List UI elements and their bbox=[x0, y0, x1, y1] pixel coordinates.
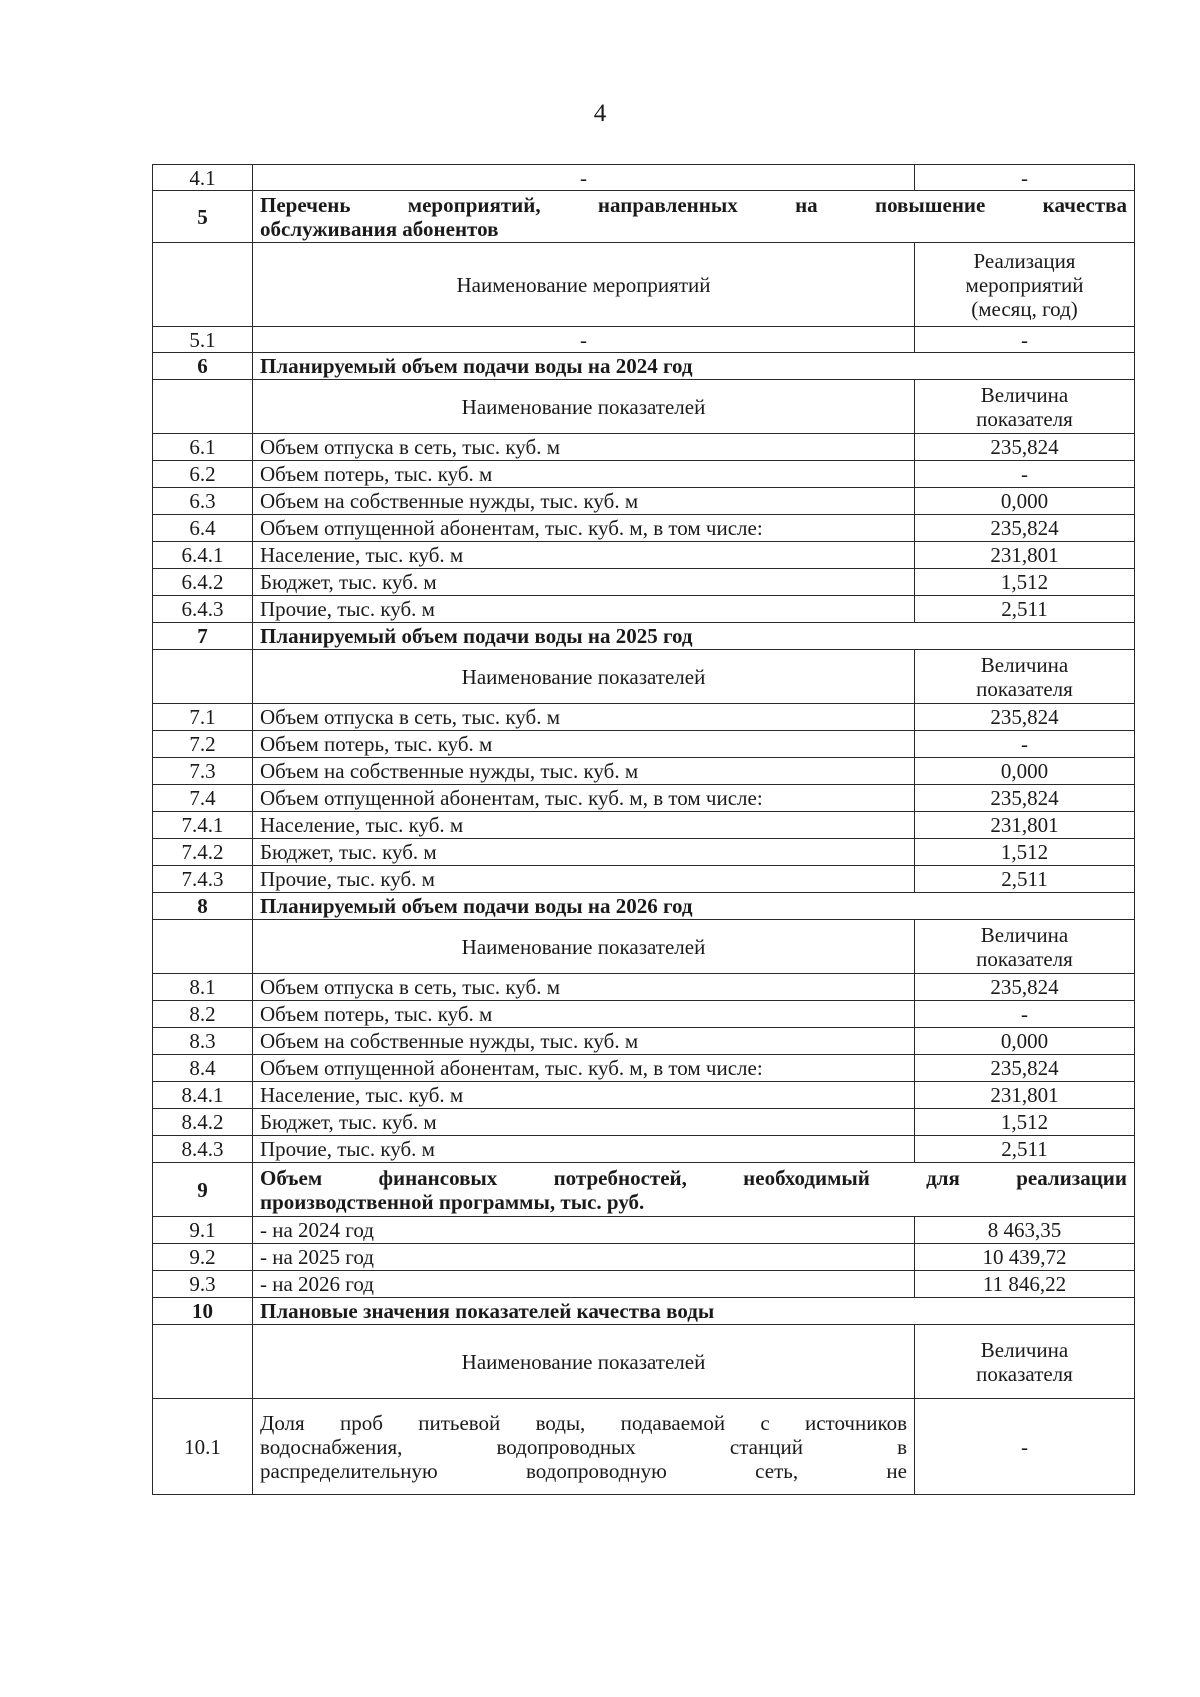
row-name bbox=[253, 1399, 915, 1495]
row-value: - bbox=[915, 1399, 1135, 1495]
section-row bbox=[153, 623, 1135, 650]
row-value: 235,824 bbox=[915, 434, 1135, 461]
header-value-line: Величина bbox=[980, 1337, 1069, 1362]
row-name: Население, тыс. куб. м bbox=[253, 542, 915, 569]
row-value: 2,511 bbox=[915, 1136, 1135, 1163]
section-title-line: производственной программы, тыс. руб. bbox=[260, 1189, 645, 1214]
table-row bbox=[153, 1399, 1135, 1495]
row-value: 0,000 bbox=[915, 1028, 1135, 1055]
row-number: 9.2 bbox=[153, 1244, 253, 1271]
table-row bbox=[153, 1217, 1135, 1244]
table-row bbox=[153, 327, 1135, 353]
table-row bbox=[153, 488, 1135, 515]
row-number: 7.4.3 bbox=[153, 866, 253, 893]
row-name: Население, тыс. куб. м bbox=[253, 812, 915, 839]
row-number: 8.2 bbox=[153, 1001, 253, 1028]
table-row bbox=[153, 839, 1135, 866]
header-value-line: показателя bbox=[976, 946, 1073, 971]
row-name: - на 2025 год bbox=[253, 1244, 915, 1271]
table-row bbox=[153, 704, 1135, 731]
row-number: 5.1 bbox=[153, 327, 253, 353]
section-title: Планируемый объем подачи воды на 2025 год bbox=[253, 623, 1135, 650]
row-name: Население, тыс. куб. м bbox=[253, 1082, 915, 1109]
row-number: 9.3 bbox=[153, 1271, 253, 1298]
section-title bbox=[253, 191, 1135, 243]
section-row bbox=[153, 353, 1135, 380]
header-value bbox=[915, 1325, 1135, 1399]
table-row bbox=[153, 569, 1135, 596]
row-value: 10 439,72 bbox=[915, 1244, 1135, 1271]
header-value bbox=[915, 243, 1135, 327]
row-name: Объем отпущенной абонентам, тыс. куб. м, в том числе: bbox=[253, 1055, 915, 1082]
section-title-line: Объем финансовых потребностей, необходимый для реализации bbox=[260, 1165, 1127, 1190]
program-table bbox=[152, 164, 1135, 1495]
row-value: - bbox=[915, 1001, 1135, 1028]
row-value: - bbox=[915, 327, 1135, 353]
row-name: Объем отпущенной абонентам, тыс. куб. м, в том числе: bbox=[253, 515, 915, 542]
header-blank-cell bbox=[153, 243, 253, 327]
table-row bbox=[153, 974, 1135, 1001]
row-number: 7.1 bbox=[153, 704, 253, 731]
header-value-line: показателя bbox=[976, 676, 1073, 701]
row-name: Объем потерь, тыс. куб. м bbox=[253, 731, 915, 758]
row-value: 0,000 bbox=[915, 488, 1135, 515]
row-name: Объем отпуска в сеть, тыс. куб. м bbox=[253, 704, 915, 731]
row-name: Объем на собственные нужды, тыс. куб. м bbox=[253, 758, 915, 785]
header-blank-cell bbox=[153, 1325, 253, 1399]
row-number: 6.4 bbox=[153, 515, 253, 542]
header-name: Наименование показателей bbox=[253, 920, 915, 974]
row-value: - bbox=[915, 461, 1135, 488]
table-row bbox=[153, 434, 1135, 461]
header-value-line: Величина bbox=[980, 922, 1069, 947]
header-row bbox=[153, 243, 1135, 327]
header-value-line: показателя bbox=[976, 406, 1073, 431]
row-name: Бюджет, тыс. куб. м bbox=[253, 839, 915, 866]
row-number: 6.4.2 bbox=[153, 569, 253, 596]
table-row bbox=[153, 1001, 1135, 1028]
row-name: Прочие, тыс. куб. м bbox=[253, 866, 915, 893]
table-row bbox=[153, 1055, 1135, 1082]
row-value: 2,511 bbox=[915, 866, 1135, 893]
table-row bbox=[153, 758, 1135, 785]
section-number: 7 bbox=[153, 623, 253, 650]
row-value: 1,512 bbox=[915, 569, 1135, 596]
header-value-line: (месяц, год) bbox=[971, 296, 1078, 321]
row-value: 235,824 bbox=[915, 704, 1135, 731]
row-value: 235,824 bbox=[915, 1055, 1135, 1082]
row-name: Объем на собственные нужды, тыс. куб. м bbox=[253, 488, 915, 515]
row-value: 231,801 bbox=[915, 1082, 1135, 1109]
section-number: 8 bbox=[153, 893, 253, 920]
row-number: 6.2 bbox=[153, 461, 253, 488]
row-number: 6.1 bbox=[153, 434, 253, 461]
row-value: 0,000 bbox=[915, 758, 1135, 785]
header-name: Наименование показателей bbox=[253, 650, 915, 704]
row-name-line: водоснабжения, водопроводных станций в bbox=[260, 1434, 907, 1459]
row-number: 8.4 bbox=[153, 1055, 253, 1082]
row-name-line: Доля проб питьевой воды, подаваемой с источников bbox=[260, 1410, 907, 1435]
header-row bbox=[153, 380, 1135, 434]
header-blank-cell bbox=[153, 650, 253, 704]
row-value: - bbox=[915, 731, 1135, 758]
table-row bbox=[153, 515, 1135, 542]
row-number: 6.4.3 bbox=[153, 596, 253, 623]
row-value: 235,824 bbox=[915, 785, 1135, 812]
row-number: 6.4.1 bbox=[153, 542, 253, 569]
section-title: Планируемый объем подачи воды на 2026 год bbox=[253, 893, 1135, 920]
section-row bbox=[153, 1163, 1135, 1217]
row-value: 2,511 bbox=[915, 596, 1135, 623]
row-name-line: распределительную водопроводную сеть, не bbox=[260, 1458, 907, 1483]
row-name: Объем потерь, тыс. куб. м bbox=[253, 461, 915, 488]
row-name: Объем потерь, тыс. куб. м bbox=[253, 1001, 915, 1028]
table-row bbox=[153, 1028, 1135, 1055]
row-value: 235,824 bbox=[915, 974, 1135, 1001]
row-name: Объем отпуска в сеть, тыс. куб. м bbox=[253, 434, 915, 461]
row-number: 8.3 bbox=[153, 1028, 253, 1055]
row-name: - на 2026 год bbox=[253, 1271, 915, 1298]
row-name: Бюджет, тыс. куб. м bbox=[253, 1109, 915, 1136]
header-row bbox=[153, 920, 1135, 974]
header-name: Наименование показателей bbox=[253, 1325, 915, 1399]
section-title: Плановые значения показателей качества воды bbox=[253, 1298, 1135, 1325]
row-number: 7.3 bbox=[153, 758, 253, 785]
table-row bbox=[153, 165, 1135, 191]
table-row bbox=[153, 812, 1135, 839]
row-name: Объем отпущенной абонентам, тыс. куб. м, в том числе: bbox=[253, 785, 915, 812]
table-row bbox=[153, 1136, 1135, 1163]
table-row bbox=[153, 1109, 1135, 1136]
header-value-line: мероприятий bbox=[965, 272, 1084, 297]
header-value bbox=[915, 920, 1135, 974]
header-value-line: Величина bbox=[980, 382, 1069, 407]
row-name: Прочие, тыс. куб. м bbox=[253, 1136, 915, 1163]
section-row bbox=[153, 191, 1135, 243]
row-name: - bbox=[253, 327, 915, 353]
row-name: Объем отпуска в сеть, тыс. куб. м bbox=[253, 974, 915, 1001]
row-number: 8.4.1 bbox=[153, 1082, 253, 1109]
header-name: Наименование мероприятий bbox=[253, 243, 915, 327]
table-row bbox=[153, 785, 1135, 812]
section-number: 6 bbox=[153, 353, 253, 380]
table-row bbox=[153, 1244, 1135, 1271]
row-number: 7.4.2 bbox=[153, 839, 253, 866]
section-row bbox=[153, 893, 1135, 920]
header-value-line: показателя bbox=[976, 1361, 1073, 1386]
row-number: 9.1 bbox=[153, 1217, 253, 1244]
row-value: - bbox=[915, 165, 1135, 191]
table-row bbox=[153, 1082, 1135, 1109]
row-number: 8.1 bbox=[153, 974, 253, 1001]
section-number: 9 bbox=[153, 1163, 253, 1217]
section-number: 5 bbox=[153, 191, 253, 243]
table-row bbox=[153, 866, 1135, 893]
page-number: 4 bbox=[593, 100, 607, 127]
row-value: 231,801 bbox=[915, 812, 1135, 839]
row-name: Бюджет, тыс. куб. м bbox=[253, 569, 915, 596]
header-row bbox=[153, 1325, 1135, 1399]
header-blank-cell bbox=[153, 380, 253, 434]
table-row bbox=[153, 461, 1135, 488]
row-number: 8.4.2 bbox=[153, 1109, 253, 1136]
table-row bbox=[153, 542, 1135, 569]
header-value-line: Величина bbox=[980, 652, 1069, 677]
header-value bbox=[915, 380, 1135, 434]
row-number: 6.3 bbox=[153, 488, 253, 515]
row-number: 4.1 bbox=[153, 165, 253, 191]
section-row bbox=[153, 1298, 1135, 1325]
row-value: 235,824 bbox=[915, 515, 1135, 542]
row-number: 7.2 bbox=[153, 731, 253, 758]
row-name: - bbox=[253, 165, 915, 191]
section-number: 10 bbox=[153, 1298, 253, 1325]
section-title-line: обслуживания абонентов bbox=[260, 216, 499, 241]
header-row bbox=[153, 650, 1135, 704]
row-name: Объем на собственные нужды, тыс. куб. м bbox=[253, 1028, 915, 1055]
header-value-line: Реализация bbox=[973, 248, 1076, 273]
row-value: 8 463,35 bbox=[915, 1217, 1135, 1244]
row-number: 10.1 bbox=[153, 1399, 253, 1495]
table-row bbox=[153, 1271, 1135, 1298]
header-name: Наименование показателей bbox=[253, 380, 915, 434]
table-row bbox=[153, 731, 1135, 758]
row-value: 11 846,22 bbox=[915, 1271, 1135, 1298]
row-value: 231,801 bbox=[915, 542, 1135, 569]
row-number: 8.4.3 bbox=[153, 1136, 253, 1163]
header-value bbox=[915, 650, 1135, 704]
row-name: Прочие, тыс. куб. м bbox=[253, 596, 915, 623]
row-number: 7.4 bbox=[153, 785, 253, 812]
header-blank-cell bbox=[153, 920, 253, 974]
section-title bbox=[253, 1163, 1135, 1217]
section-title-line: Перечень мероприятий, направленных на повышение качества bbox=[260, 192, 1127, 217]
row-value: 1,512 bbox=[915, 839, 1135, 866]
row-value: 1,512 bbox=[915, 1109, 1135, 1136]
row-name: - на 2024 год bbox=[253, 1217, 915, 1244]
table-row bbox=[153, 596, 1135, 623]
row-number: 7.4.1 bbox=[153, 812, 253, 839]
section-title: Планируемый объем подачи воды на 2024 год bbox=[253, 353, 1135, 380]
